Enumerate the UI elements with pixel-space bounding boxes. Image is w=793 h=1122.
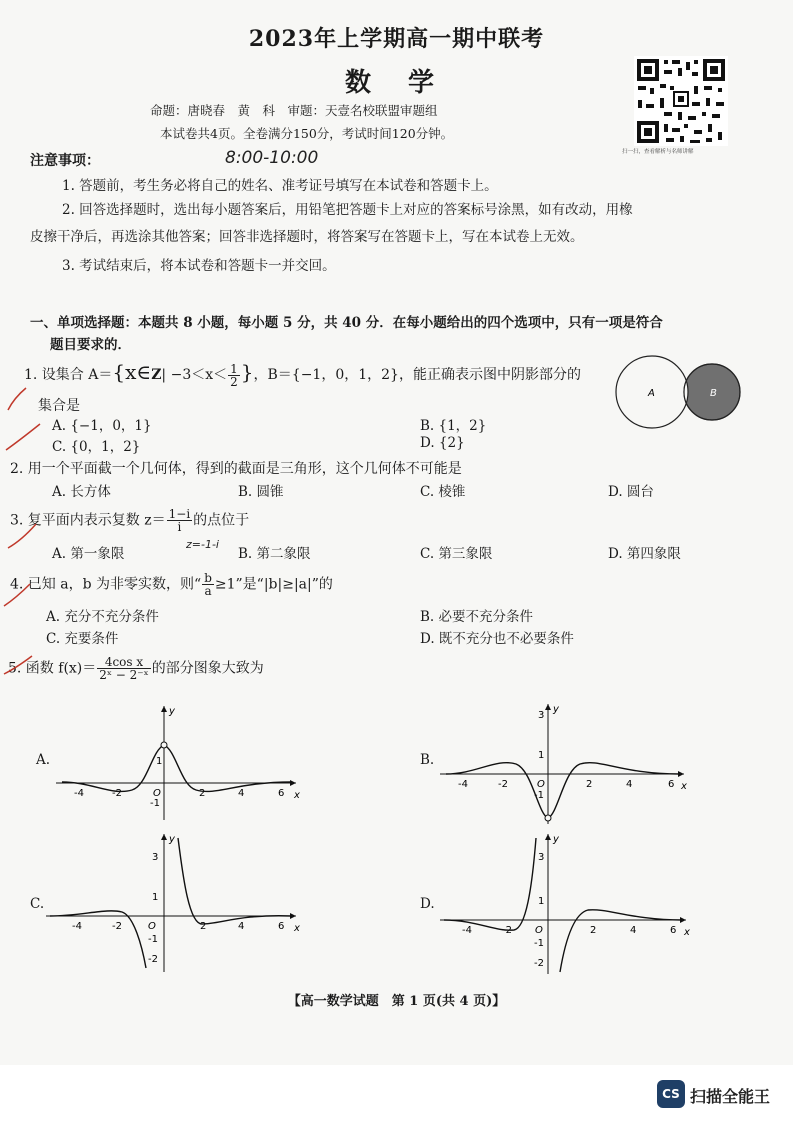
q4-option-c: C. 充要条件 — [46, 631, 119, 647]
q1-frac-den: 2 — [230, 374, 238, 389]
graph-b-tick: 4 — [626, 779, 633, 790]
graph-c-tick: 4 — [238, 921, 245, 932]
graph-c-tick: 6 — [278, 921, 285, 932]
graph-d-tick: -1 — [534, 938, 544, 949]
graph-b-origin: O — [537, 779, 545, 790]
q5-frac-num: 4cos x — [97, 656, 150, 669]
handwritten-time: 8:00-10:00 — [225, 148, 319, 168]
graph-a-origin: O — [153, 788, 161, 799]
q3-option-b: B. 第二象限 — [238, 546, 311, 562]
graph-b-tick: 6 — [668, 779, 675, 790]
red-pen-marks — [0, 340, 60, 700]
q2-option-d: D. 圆台 — [608, 484, 654, 500]
q1-stem-c: 集合是 — [38, 398, 80, 414]
q4-stem-b: ≥1”是“|b|≥|a|”的 — [214, 576, 333, 593]
qr-code — [634, 56, 728, 146]
section-heading-line1: 一、单项选择题：本题共 8 小题，每小题 5 分，共 40 分．在每小题给出的四个选项中，只有一项是符合 — [30, 315, 663, 331]
q1-fraction — [228, 363, 240, 388]
note-item-1: 1. 答题前，考生务必将自己的姓名、准考证号填写在本试卷和答题卡上。 — [62, 178, 498, 194]
graph-b-tick: -4 — [458, 779, 468, 790]
q5-graph-b-label: B. — [420, 752, 435, 768]
graph-b-tick: 3 — [538, 710, 545, 721]
note-item-2-cont: 皮擦干净后，再选涂其他答案；回答非选择题时，将答案写在答题卡上，写在本试卷上无效。 — [30, 229, 584, 245]
q1-set-left: {x∈ — [112, 360, 152, 384]
graph-a-tick: -4 — [74, 788, 84, 799]
graph-b-tick: -2 — [498, 779, 508, 790]
q2-option-c: C. 棱锥 — [420, 484, 466, 500]
q4-frac-den: a — [204, 584, 212, 598]
graph-d-curve-right — [560, 910, 682, 972]
q1-set-mid: | −3＜x＜ — [161, 367, 228, 383]
q5-fraction — [97, 656, 150, 681]
q1-option-b: B. {1，2} — [420, 418, 487, 434]
q3-frac-num: 1−i — [168, 507, 191, 521]
q4-option-a: A. 充分不充分条件 — [46, 609, 159, 625]
graph-c-x-axis-label: x — [294, 923, 300, 934]
graph-d-tick: 2 — [590, 925, 597, 936]
graph-b-y-axis-label: y — [553, 704, 559, 715]
q3-handwritten: z=-1-i — [186, 538, 219, 551]
camscanner-logo-icon: CS — [657, 1080, 685, 1108]
q3-option-a: A. 第一象限 — [52, 546, 125, 562]
venn-diagram — [612, 352, 744, 430]
q3-option-d: D. 第四象限 — [608, 546, 681, 562]
q5-frac-den: 2ˣ − 2⁻ˣ — [99, 668, 149, 682]
graph-b-x-axis-label: x — [681, 781, 687, 792]
graph-d-tick: 3 — [538, 852, 545, 863]
graph-a-tick: -1 — [150, 798, 160, 809]
graph-a-tick: 2 — [199, 788, 206, 799]
graph-c-tick: -2 — [148, 954, 158, 965]
q5-graph-a-label: A. — [36, 752, 51, 768]
q1-set-z: Z — [151, 367, 162, 383]
authors-line: 命题：唐晓春 黄 科 审题：天壹名校联盟审题组 — [150, 103, 438, 118]
notes-title: 注意事项： — [30, 153, 100, 169]
q2-option-a: A. 长方体 — [52, 484, 111, 500]
q1-stem-a: 1. 设集合 A＝ — [24, 367, 113, 383]
exam-info: 本试卷共4页。全卷满分150分，考试时间120分钟。 — [160, 126, 454, 141]
graph-c-tick: -1 — [148, 934, 158, 945]
graph-b-tick: -1 — [534, 790, 544, 801]
graph-d-y-axis-label: y — [553, 834, 559, 845]
qr-caption: 扫一扫，查看解析与名师讲解 — [622, 149, 694, 155]
page-footer: 【高一数学试题 第 1 页(共 4 页)】 — [287, 994, 506, 1009]
q5-graph-a — [52, 700, 302, 825]
q5-graph-d-label: D. — [420, 896, 435, 912]
section-heading-line2: 题目要求的． — [50, 337, 131, 353]
graph-c-tick: -4 — [72, 921, 82, 932]
graph-d-tick: -2 — [502, 925, 512, 936]
graph-d-tick: -2 — [534, 958, 544, 969]
note-item-2: 2. 回答选择题时，选出每小题答案后，用铅笔把答题卡上对应的答案标号涂黑，如有改动，用橡 — [62, 202, 633, 218]
note-item-3: 3. 考试结束后，将本试卷和答题卡一并交回。 — [62, 258, 336, 274]
q3-stem-a: 3. 复平面内表示复数 z＝ — [10, 512, 166, 529]
graph-a-open-point — [161, 742, 167, 748]
venn-label-b: B — [710, 388, 717, 399]
graph-a-y-axis-label: y — [169, 706, 175, 717]
q1-stem — [24, 360, 581, 388]
q4-option-b: B. 必要不充分条件 — [420, 609, 534, 625]
graph-d-tick: 1 — [538, 896, 545, 907]
q5-graph-b — [436, 700, 692, 828]
graph-d-curve-left — [444, 838, 536, 930]
graph-a-tick: -2 — [112, 788, 122, 799]
graph-b-curve — [446, 763, 680, 818]
q4-frac-num: b — [204, 571, 212, 585]
q1-option-d: D. {2} — [420, 435, 465, 451]
graph-c-curve-left — [50, 911, 146, 968]
q3-stem-b: 的点位于 — [193, 512, 250, 529]
graph-a-tick: 4 — [238, 788, 245, 799]
q4-stem-a: 4. 已知 a，b 为非零实数，则“ — [10, 576, 202, 593]
q1-option-c: C. {0，1，2} — [52, 439, 141, 455]
graph-b-open-point — [545, 815, 551, 821]
q4-option-d: D. 既不充分也不必要条件 — [420, 631, 574, 647]
q1-frac-num: 1 — [230, 361, 238, 376]
q1-option-a: A. {−1，0，1} — [52, 418, 152, 434]
q5-stem-a: 5. 函数 f(x)＝ — [8, 660, 97, 677]
q2-stem: 2. 用一个平面截一个几何体，得到的截面是三角形，这个几何体不可能是 — [10, 461, 462, 477]
q3-frac-den: i — [177, 520, 182, 534]
graph-a-tick: 6 — [278, 788, 285, 799]
graph-c-tick: -2 — [112, 921, 122, 932]
graph-d-origin: O — [535, 925, 543, 936]
graph-c-tick: 1 — [152, 892, 159, 903]
q3-option-c: C. 第三象限 — [420, 546, 493, 562]
q3-fraction — [167, 508, 193, 533]
graph-c-tick: 3 — [152, 852, 159, 863]
venn-label-a: A — [648, 388, 655, 399]
camscanner-name: 扫描全能王 — [690, 1087, 771, 1106]
graph-a-curve — [62, 745, 292, 791]
graph-c-origin: O — [148, 921, 156, 932]
q5-graph-d — [436, 828, 694, 978]
section-heading — [30, 312, 750, 356]
graph-b-tick: 1 — [538, 750, 545, 761]
graph-a-tick: 1 — [156, 756, 163, 767]
graph-c-curve-right — [178, 838, 292, 924]
graph-a-x-axis-label: x — [294, 790, 300, 801]
graph-d-tick: 6 — [670, 925, 677, 936]
graph-d-tick: 4 — [630, 925, 637, 936]
q2-option-b: B. 圆锥 — [238, 484, 284, 500]
exam-title: 2023年上学期高一期中联考 — [248, 26, 545, 52]
subject-title: 数 学 — [344, 68, 449, 98]
q1-set-right: } — [240, 360, 254, 384]
q4-fraction — [202, 572, 214, 597]
graph-b-tick: 2 — [586, 779, 593, 790]
graph-c-y-axis-label: y — [169, 834, 175, 845]
graph-d-x-axis-label: x — [684, 927, 690, 938]
q5-graph-c — [42, 828, 304, 976]
graph-c-tick: 2 — [200, 921, 207, 932]
q5-stem-b: 的部分图象大致为 — [151, 660, 264, 677]
q1-stem-b: ，B＝{−1，0，1，2}，能正确表示图中阴影部分的 — [253, 367, 581, 383]
q5-graph-c-label: C. — [30, 896, 45, 912]
graph-d-tick: -4 — [462, 925, 472, 936]
